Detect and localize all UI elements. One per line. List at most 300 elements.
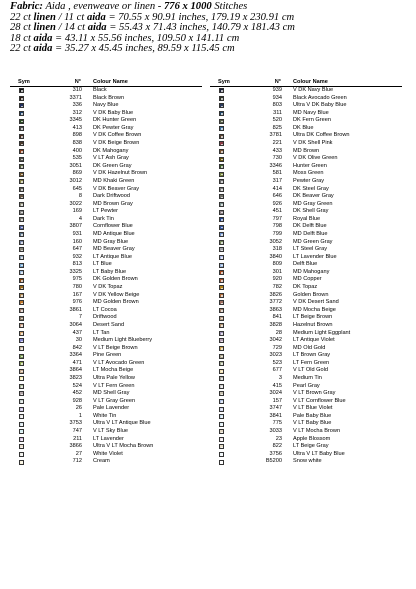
color-row [210,405,410,413]
color-symbol-swatch [219,407,224,412]
colour-name: Black [93,87,107,93]
color-row [210,170,410,178]
dmc-number: 813 [72,261,82,268]
colour-name: MD Navy Blue [293,109,329,116]
color-symbol-swatch [219,149,224,154]
color-symbol-swatch [219,157,224,162]
dmc-number: 23 [275,435,282,442]
colour-name: Medium Light Blueberry [93,337,153,344]
color-row [210,413,410,421]
colour-name: DK Shell Gray [293,208,329,215]
color-symbol-swatch [19,460,24,465]
color-symbol-swatch [219,437,224,442]
color-symbol-swatch [219,293,224,298]
dmc-number: 336 [72,102,82,109]
colour-name: DK Golden Brown [93,276,138,283]
color-symbol-swatch [19,285,24,290]
dmc-number: 677 [272,367,282,374]
color-row [210,201,410,209]
color-symbol-swatch [219,452,224,457]
color-row [10,269,210,277]
colour-name: DK Beaver Gray [293,193,334,200]
color-symbol-swatch [19,361,24,366]
color-symbol-swatch [19,103,24,108]
color-row [10,436,210,444]
color-symbol-swatch [219,187,224,192]
column-header-sym: Sym [218,79,230,85]
dmc-number: 452 [72,390,82,397]
dmc-number: 782 [272,284,282,291]
color-row [210,284,410,292]
dmc-number: 3325 [69,268,82,275]
dmc-number: 7 [78,314,82,321]
colour-name: LT Steel Gray [293,246,327,253]
dmc-number: 869 [72,170,82,177]
color-row [210,208,410,216]
color-row [10,314,210,322]
color-symbol-swatch [19,240,24,245]
color-symbol-swatch [19,308,24,313]
dmc-number: 437 [72,329,82,336]
color-symbol-swatch [19,338,24,343]
color-row [10,193,210,201]
color-symbol-swatch [19,391,24,396]
colour-name: V LT Blue Violet [293,405,333,412]
dmc-number: 3024 [269,390,282,397]
colour-name: Hazelnut Brown [293,321,333,328]
colour-name: LT Lavender Blue [293,253,337,260]
dmc-number: 3781 [269,132,282,139]
color-row [10,231,210,239]
colour-name: DK Fern Green [293,117,331,124]
color-symbol-swatch [19,149,24,154]
color-row [10,140,210,148]
color-row [10,367,210,375]
dmc-number: 211 [73,435,82,442]
color-row [10,292,210,300]
colour-name: Ultra V LT Antique Blue [93,420,151,427]
color-symbol-swatch [219,172,224,177]
colour-name: MD Green Gray [293,238,333,245]
color-symbol-swatch [19,164,24,169]
dmc-number: 27 [75,450,82,457]
color-symbol-swatch [219,369,224,374]
color-symbol-swatch [19,293,24,298]
color-symbol-swatch [19,278,24,283]
colour-name: LT Mocha Beige [93,367,134,374]
color-symbol-swatch [219,384,224,389]
colour-name: Cream [93,458,110,465]
color-symbol-swatch [19,263,24,268]
color-symbol-swatch [219,278,224,283]
color-row [210,254,410,262]
color-symbol-swatch [219,232,224,237]
color-key-left-column [10,78,210,465]
color-row [10,254,210,262]
color-row [210,307,410,315]
color-symbol-swatch [19,126,24,131]
color-row [210,436,410,444]
colour-name: V DK Beaver Gray [93,185,140,192]
color-symbol-swatch [19,444,24,449]
colour-name: LT Antique Blue [93,253,132,260]
color-symbol-swatch [219,217,224,222]
dmc-number: 311 [273,109,282,116]
thread-count: 28 ct [10,22,31,34]
dmc-number: 780 [72,284,82,291]
colour-name: Black Brown [93,94,125,101]
color-symbol-swatch [19,384,24,389]
colour-name: Golden Brown [293,291,329,298]
fabric-label: Fabric: [10,1,43,12]
dmc-number: 3747 [269,405,282,412]
dmc-number: 976 [72,299,82,306]
dmc-number: 775 [272,420,282,427]
colour-name: V DK Yellow Beige [93,291,140,298]
color-row [210,322,410,330]
color-symbol-swatch [219,300,224,305]
color-symbol-swatch [19,119,24,124]
color-key-right-column [210,78,410,465]
dmc-number: 413 [72,124,82,131]
color-row [210,299,410,307]
colour-name: LT Tan [93,329,110,336]
thread-count: 22 ct [10,43,31,55]
colour-name: V DK Hazelnut Brown [93,170,148,177]
color-symbol-swatch [19,316,24,321]
dmc-number: 3012 [69,177,82,184]
colour-name: V DK Navy Blue [293,87,334,93]
dmc-number: 799 [272,230,282,237]
dmc-number: 524 [72,382,82,389]
color-row [10,390,210,398]
dmc-number: 415 [272,382,282,389]
color-symbol-swatch [19,354,24,359]
dmc-number: 30 [75,337,82,344]
colour-name: Medium Light Eggplant [293,329,351,336]
dmc-number: 581 [272,170,282,177]
colour-name: V LT Avocado Green [93,359,145,366]
colour-name: V DK Baby Blue [93,109,134,116]
colour-name: DK Steel Gray [293,185,329,192]
dmc-number: 920 [272,276,282,283]
color-symbol-swatch [219,210,224,215]
dmc-number: 939 [272,87,282,93]
dmc-number: 3371 [69,94,82,101]
colour-name: Navy Blue [93,102,119,109]
dmc-number: 157 [272,397,282,404]
color-row [210,443,410,451]
colour-name: LT Cocoa [93,306,117,313]
color-symbol-swatch [219,316,224,321]
color-symbol-swatch [219,263,224,268]
color-symbol-swatch [19,187,24,192]
color-symbol-swatch [19,179,24,184]
color-row [210,102,410,110]
color-row [210,246,410,254]
color-symbol-swatch [219,338,224,343]
colour-name: V DK Shell Pink [293,140,333,147]
color-symbol-swatch [219,96,224,101]
color-symbol-swatch [19,255,24,260]
color-row [10,163,210,171]
color-row [10,125,210,133]
dmc-number: 838 [72,140,82,147]
color-row [210,360,410,368]
color-row [10,216,210,224]
fabric-types: Aida , evenweave or linen - [45,1,162,12]
colour-name: DK Delft Blue [293,223,327,230]
color-row [10,398,210,406]
dmc-number: 975 [72,276,82,283]
colour-name: Pewter Gray [293,177,325,184]
color-symbol-swatch [219,103,224,108]
colour-name: LT Fern Green [293,359,330,366]
colour-name: Moss Green [293,170,324,177]
dmc-number: 647 [72,246,82,253]
dmc-number: B5200 [265,458,282,465]
colour-name: Driftwood [93,314,117,321]
dmc-number: 842 [72,344,82,351]
color-symbol-swatch [219,346,224,351]
color-symbol-swatch [19,346,24,351]
color-symbol-swatch [19,376,24,381]
dmc-number: 803 [272,102,282,109]
color-symbol-swatch [219,323,224,328]
dmc-number: 414 [272,185,282,192]
dmc-number: 3 [278,374,282,381]
color-row [210,148,410,156]
dmc-number: 318 [272,246,282,253]
color-row [210,95,410,103]
color-symbol-swatch [19,407,24,412]
color-symbol-swatch [19,414,24,419]
fabric-size-line [10,44,410,55]
stitches-word: Stitches [214,1,248,12]
color-row [210,193,410,201]
dmc-number: 730 [272,155,282,162]
color-symbol-swatch [19,96,24,101]
dmc-number: 451 [272,208,282,215]
dmc-number: 822 [272,443,282,450]
fabric-type: linen [33,11,56,23]
color-row [210,337,410,345]
dmc-number: 932 [72,253,82,260]
color-row [210,132,410,140]
color-symbol-swatch [219,88,224,93]
color-symbol-swatch [219,354,224,359]
dmc-number: 535 [72,155,82,162]
color-row [210,367,410,375]
colour-name: Ultra V LT Mocha Brown [93,443,154,450]
color-row [210,330,410,338]
colour-name: Royal Blue [293,215,321,222]
color-row [10,170,210,178]
alt-fabric-type: aida [86,11,106,23]
column-header-number: N° [274,79,281,85]
color-row [210,178,410,186]
thread-count: 22 ct [10,11,31,23]
dmc-number: 928 [72,397,82,404]
colour-name: Ultra V DK Baby Blue [293,102,347,109]
color-row [10,276,210,284]
color-row [10,223,210,231]
color-row [10,428,210,436]
color-symbol-swatch [219,164,224,169]
colour-name: Apple Blossom [293,435,331,442]
color-row [10,352,210,360]
colour-name: LT Baby Blue [93,268,127,275]
colour-name: LT Pewter [93,208,118,215]
colour-name: Ultra DK Coffee Brown [293,132,350,139]
dmc-number: 3345 [69,117,82,124]
colour-name: Pine Green [93,352,122,359]
dmc-number: 167 [72,291,82,298]
color-symbol-swatch [219,331,224,336]
column-header-sym: Sym [18,79,30,85]
color-symbol-swatch [219,202,224,207]
colour-name: Dark Tin [93,215,114,222]
color-symbol-swatch [19,323,24,328]
color-symbol-swatch [19,270,24,275]
dmc-number: 160 [72,238,82,245]
colour-name: V LT Brown Gray [293,390,336,397]
color-symbol-swatch [19,88,24,93]
color-symbol-swatch [19,331,24,336]
column-header-colour-name: Colour Name [293,79,328,85]
dmc-number: 3022 [69,200,82,207]
colour-name: V LT Mocha Brown [293,428,341,435]
colour-name: V LT Sky Blue [93,428,128,435]
color-row [210,383,410,391]
colour-name: V LT Ash Gray [93,155,129,162]
colour-name: MD Brown [293,147,320,154]
thread-color-key [10,78,410,465]
dmc-number: 221 [272,140,282,147]
colour-name: V DK Desert Sand [293,299,339,306]
color-row [210,428,410,436]
colour-name: LT Beige Gray [293,443,329,450]
finished-dimensions: = 55.43 x 71.43 inches, 140.79 x 181.43 cm [109,22,295,34]
color-symbol-swatch [19,399,24,404]
dmc-number: 3051 [69,162,82,169]
dmc-number: 3042 [269,337,282,344]
color-row [10,95,210,103]
dmc-number: 645 [72,185,82,192]
dmc-number: 3840 [269,253,282,260]
colour-name: LT Antique Violet [293,337,335,344]
color-symbol-swatch [219,399,224,404]
dmc-number: 798 [272,223,282,230]
dmc-number: 3033 [269,428,282,435]
colour-name: White Tin [93,412,117,419]
color-row [10,322,210,330]
color-symbol-swatch [19,210,24,215]
colour-name: MD Beaver Gray [93,246,135,253]
color-symbol-swatch [19,217,24,222]
color-row [10,132,210,140]
color-symbol-swatch [219,460,224,465]
dmc-number: 3864 [69,367,82,374]
column-header-colour-name: Colour Name [93,79,128,85]
dmc-number: 3753 [69,420,82,427]
colour-name: V LT Cornflower Blue [293,397,346,404]
dmc-number: 3052 [269,238,282,245]
dmc-number: 3863 [269,306,282,313]
dmc-number: 926 [272,200,282,207]
colour-name: Delft Blue [293,261,318,268]
color-row [10,155,210,163]
color-symbol-swatch [219,308,224,313]
dmc-number: 3807 [69,223,82,230]
colour-name: DK Mahogany [93,147,129,154]
color-symbol-swatch [19,157,24,162]
color-row [10,420,210,428]
dmc-number: 3772 [269,299,282,306]
color-row [210,163,410,171]
dmc-number: 3364 [69,352,82,359]
colour-name: Medium Tin [293,374,322,381]
color-row [10,110,210,118]
color-row [210,451,410,459]
color-row [10,208,210,216]
color-row [210,276,410,284]
color-symbol-swatch [219,376,224,381]
colour-name: V DK Coffee Brown [93,132,142,139]
dmc-number: 797 [272,215,282,222]
finished-dimensions: = 43.11 x 55.56 inches, 109.50 x 141.11 cm [55,32,240,44]
colour-name: Desert Sand [93,321,125,328]
colour-name: MD Khaki Green [93,177,135,184]
colour-name: MD Delft Blue [293,230,328,237]
dmc-number: 26 [75,405,82,412]
colour-name: DK Green Gray [93,162,132,169]
color-row [10,102,210,110]
color-row [210,261,410,269]
table-header [210,78,410,86]
dmc-number: 934 [272,94,282,101]
color-row [10,239,210,247]
colour-name: MD Brown Gray [93,200,133,207]
color-row [10,87,210,95]
color-symbol-swatch [219,126,224,131]
color-symbol-swatch [19,202,24,207]
colour-name: LT Lavender [93,435,124,442]
dmc-number: 3866 [69,443,82,450]
color-row [210,390,410,398]
color-row [210,420,410,428]
color-row [210,292,410,300]
color-row [210,87,410,95]
colour-name: MD Mahogany [293,268,330,275]
color-symbol-swatch [19,369,24,374]
colour-name: LT Blue [93,261,112,268]
colour-name: V LT Old Gold [293,367,328,374]
fabric-type: linen [33,22,56,34]
column-header-number: N° [74,79,81,85]
colour-name: V DK Beige Brown [93,140,140,147]
dmc-number: 28 [275,329,282,336]
color-symbol-swatch [219,134,224,139]
color-row [210,458,410,466]
dmc-number: 471 [72,359,82,366]
dmc-number: 433 [272,147,282,154]
color-symbol-swatch [219,240,224,245]
color-row [210,140,410,148]
colour-name: MD Mocha Beige [293,306,336,313]
dmc-number: 523 [272,359,282,366]
dmc-number: 3064 [69,321,82,328]
